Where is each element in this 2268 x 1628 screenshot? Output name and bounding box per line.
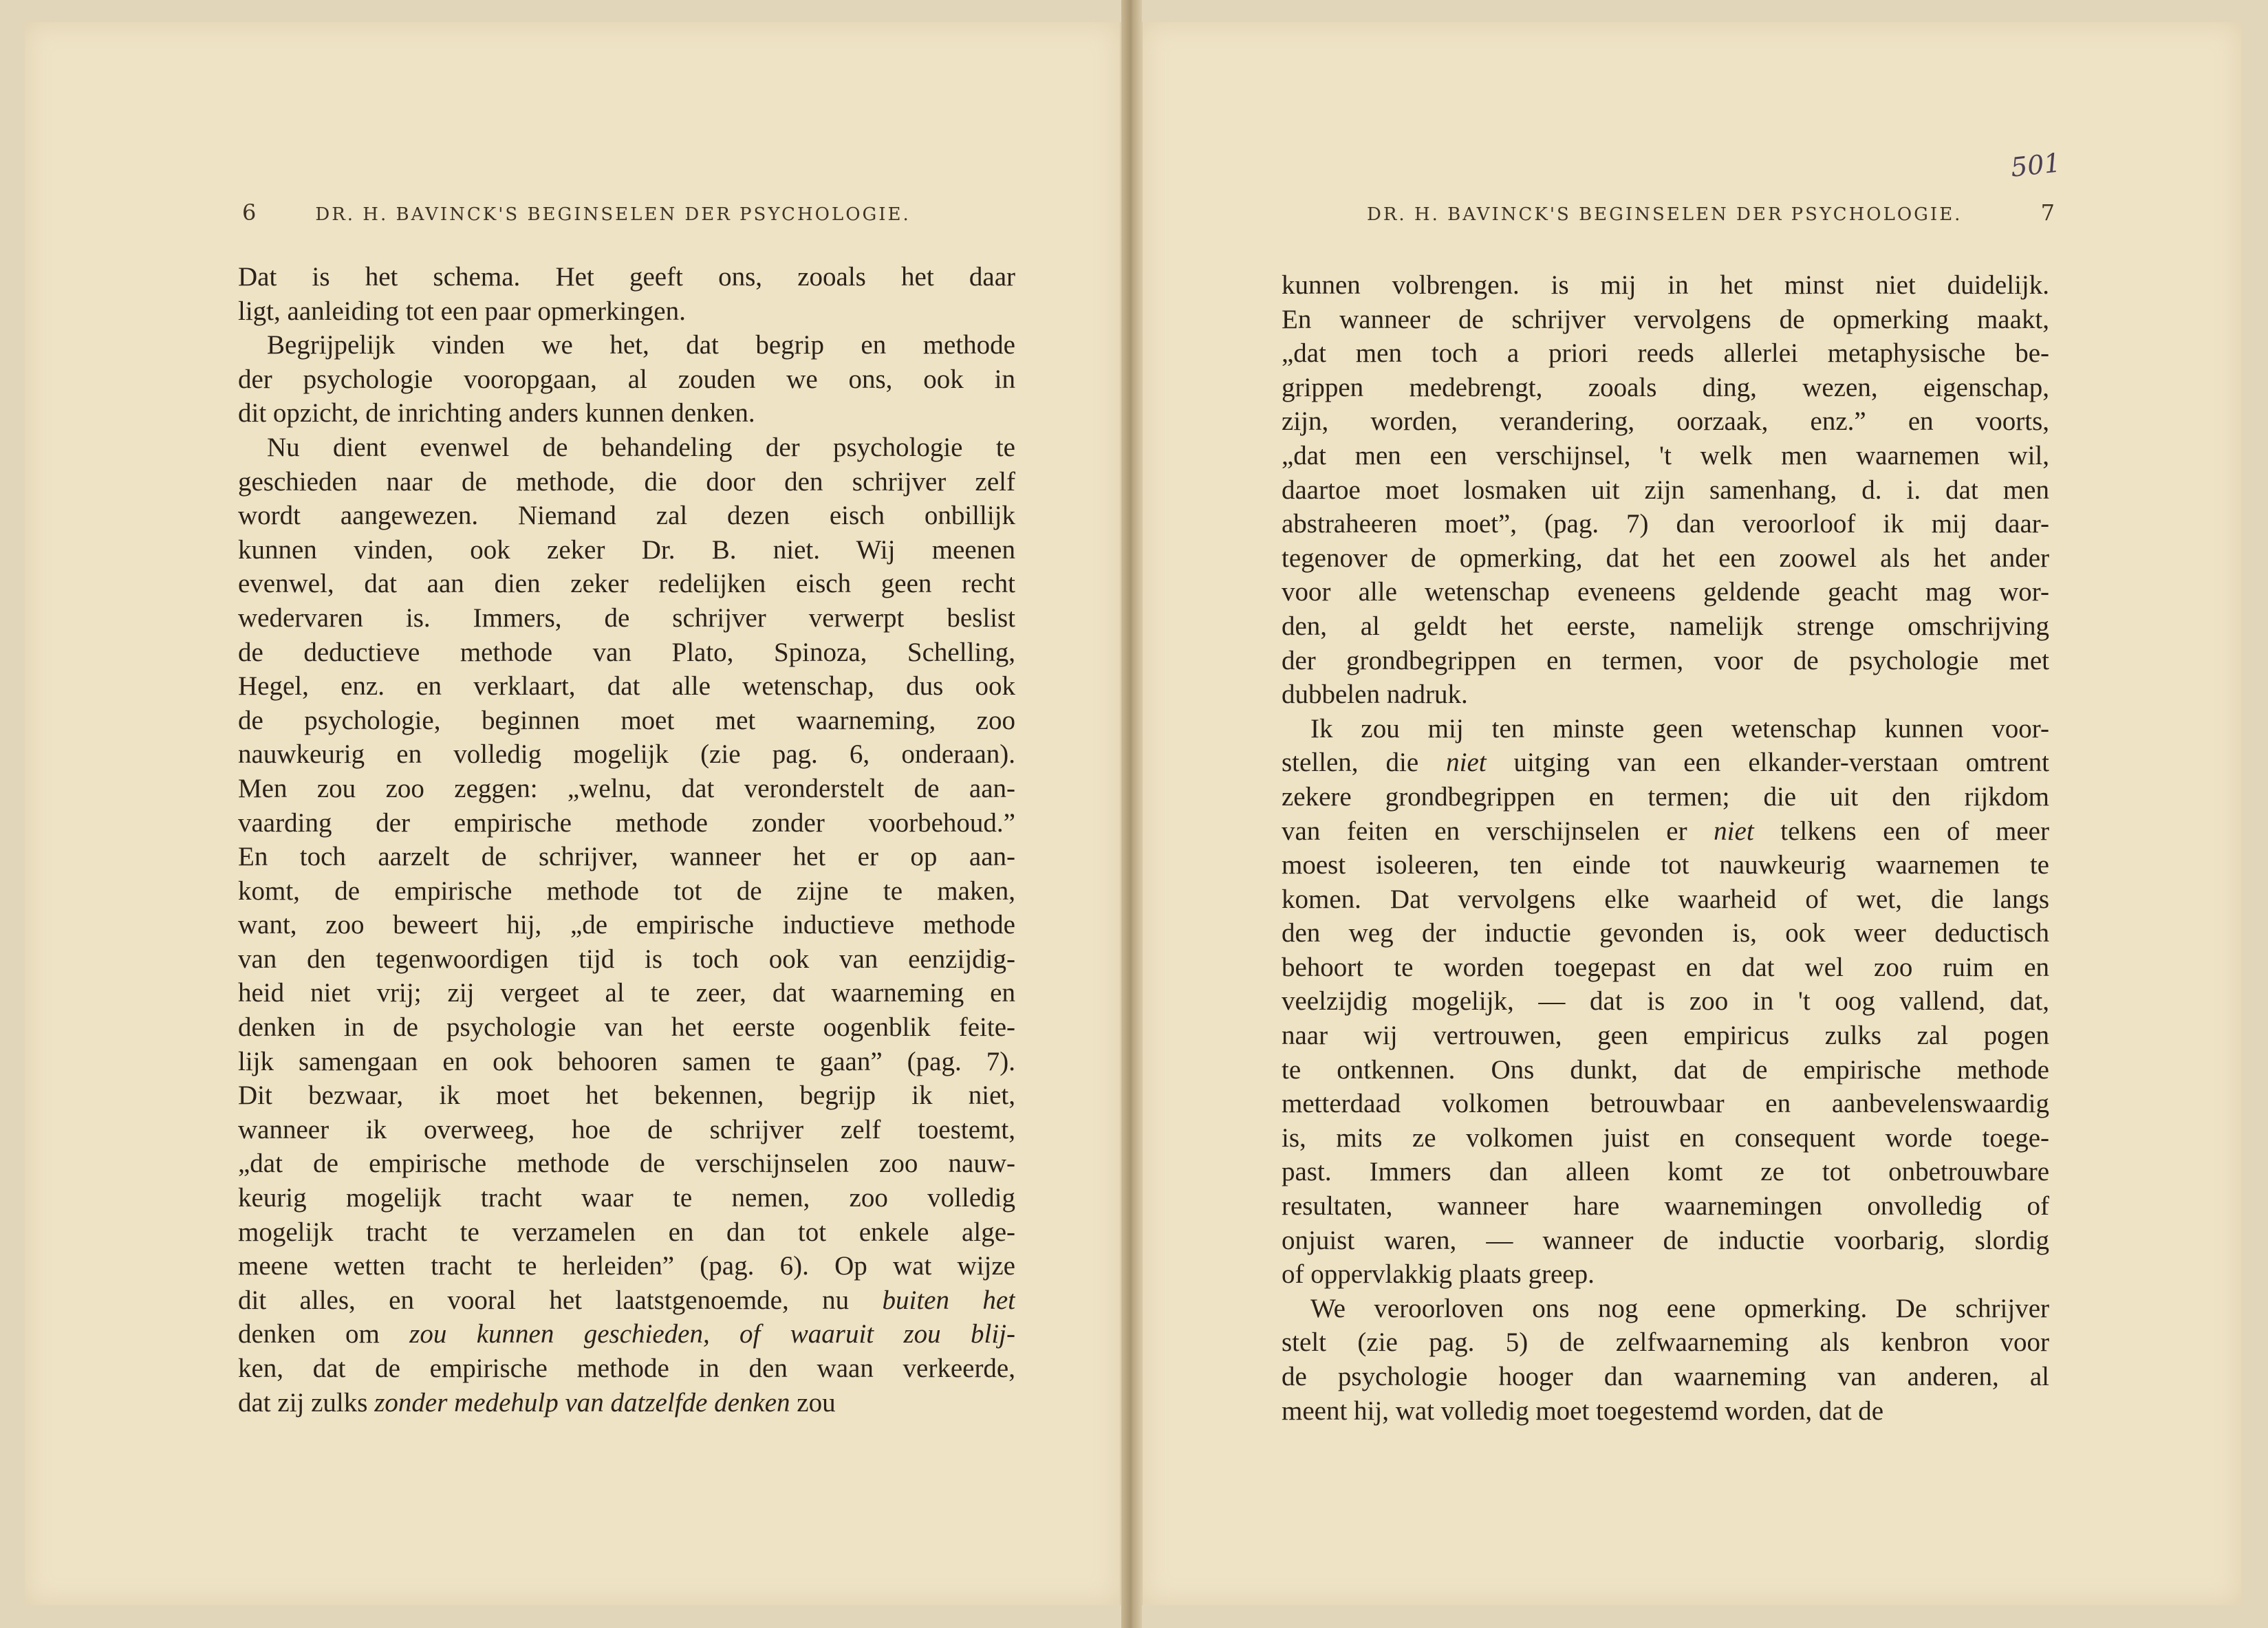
text-line bbox=[238, 1317, 1015, 1352]
text-line bbox=[238, 669, 1015, 704]
text-line bbox=[238, 976, 1015, 1010]
text-segment: heid niet vrij; zij vergeet al te zeer, dat waarneming en bbox=[238, 978, 1015, 1008]
text-segment: stellen, die bbox=[1282, 748, 1447, 778]
italic-text: niet bbox=[1714, 816, 1754, 846]
text-segment: kunnen vinden, ook zeker Dr. B. niet. Wij meenen bbox=[238, 534, 1015, 565]
text-segment: We veroorloven ons nog eene opmerking. De schrijver bbox=[1310, 1293, 2049, 1323]
text-segment: is, mits ze volkomen juist en consequent worde toege- bbox=[1282, 1122, 2049, 1153]
text-line bbox=[238, 567, 1015, 601]
text-segment: En toch aarzelt de schrijver, wanneer het er op aan- bbox=[238, 842, 1015, 872]
text-segment: Hegel, enz. en verklaart, dat alle wetenschap, dus ook bbox=[238, 671, 1015, 702]
left-running-head bbox=[242, 199, 958, 227]
text-line bbox=[238, 396, 1015, 431]
text-line bbox=[238, 328, 1015, 362]
right-running-head bbox=[1367, 199, 2055, 227]
text-line bbox=[238, 1113, 1015, 1147]
text-segment: denken om bbox=[238, 1319, 380, 1349]
text-segment: resultaten, wanneer hare waarnemingen onvolledig of bbox=[1282, 1191, 2049, 1222]
text-line bbox=[1282, 1019, 2049, 1053]
text-line bbox=[1282, 371, 2049, 405]
text-line bbox=[238, 1283, 1015, 1318]
text-line bbox=[238, 840, 1015, 874]
text-line bbox=[238, 1147, 1015, 1181]
text-segment: want, zoo beweert hij, „de empirische inductieve methode bbox=[238, 910, 1015, 940]
text-segment: dubbelen nadruk. bbox=[1282, 680, 1468, 710]
text-line bbox=[1282, 575, 2049, 609]
text-segment: En wanneer de schrijver vervolgens de opmerking maakt, bbox=[1282, 304, 2049, 334]
text-segment: telkens een of meer bbox=[1753, 816, 2049, 846]
text-segment: den weg der inductie gevonden is, ook weer deductisch bbox=[1282, 918, 2049, 948]
text-line bbox=[1282, 746, 2049, 780]
text-segment: ligt, aanleiding tot een paar opmerkingen. bbox=[238, 296, 686, 326]
text-segment: nauwkeurig en volledig mogelijk (zie pag. 6, onderaan). bbox=[238, 739, 1015, 770]
text-line bbox=[1282, 1292, 2049, 1326]
text-segment: „dat de empirische methode de verschijnselen zoo nauw- bbox=[238, 1149, 1015, 1179]
right-page bbox=[1142, 22, 2241, 1605]
text-segment: de psychologie, beginnen moet met waarneming, zoo bbox=[238, 705, 1015, 735]
text-line bbox=[238, 362, 1015, 397]
text-segment: Men zou zoo zeggen: „welnu, dat veronderstelt de aan- bbox=[238, 773, 1015, 803]
text-line bbox=[1282, 541, 2049, 576]
text-segment: ken, dat de empirische methode in den waan verkeerde, bbox=[238, 1354, 1015, 1383]
text-segment: meent hij, wat volledig moet toegestemd worden, dat de bbox=[1282, 1396, 1884, 1426]
text-line bbox=[238, 1249, 1015, 1283]
text-line bbox=[1282, 1224, 2049, 1258]
text-line bbox=[238, 1078, 1015, 1113]
text-line bbox=[1282, 1155, 2049, 1189]
text-line bbox=[238, 294, 1015, 329]
text-segment: behoort te worden toegepast en dat wel zoo ruim en bbox=[1282, 952, 2049, 982]
text-segment: metterdaad volkomen betrouwbaar en aanbevelenswaardig bbox=[1282, 1089, 2049, 1119]
text-segment: wordt aangewezen. Niemand zal dezen eisch onbillijk bbox=[238, 501, 1015, 531]
text-segment: „dat men toch a priori reeds allerlei metaphysische be- bbox=[1282, 338, 2049, 369]
text-segment: vaarding der empirische methode zonder voorbehoud.” bbox=[238, 807, 1015, 838]
text-segment: de deductieve methode van Plato, Spinoza, Schelling, bbox=[238, 637, 1015, 667]
text-line bbox=[1282, 303, 2049, 337]
text-segment: past. Immers dan alleen komt ze tot onbetrouwbare bbox=[1282, 1157, 2049, 1187]
text-segment: denken in de psychologie van het eerste oogenblik feite- bbox=[238, 1012, 1015, 1043]
text-segment: Dit bezwaar, ik moet het bekennen, begrijp ik niet, bbox=[238, 1081, 1015, 1111]
left-page bbox=[25, 22, 1121, 1605]
book-gutter bbox=[1121, 0, 1142, 1628]
text-segment: den, al geldt het eerste, namelijk strenge omschrijving bbox=[1282, 611, 2049, 641]
italic-text: zou kunnen geschieden, of waaruit zou blij- bbox=[379, 1319, 1015, 1349]
text-segment: uitging van een elkander-verstaan omtrent bbox=[1486, 748, 2049, 778]
handwritten-annotation: 501 bbox=[2009, 147, 2062, 183]
text-segment: of oppervlakkig plaats greep. bbox=[1282, 1259, 1595, 1290]
text-segment: wanneer ik overweeg, hoe de schrijver zelf toestemt, bbox=[238, 1114, 1015, 1144]
text-line bbox=[238, 772, 1015, 806]
text-segment: der psychologie vooropgaan, al zouden we ons, ook in bbox=[238, 364, 1015, 394]
text-line bbox=[238, 1010, 1015, 1045]
text-segment: daartoe moet losmaken uit zijn samenhang, d. i. dat men bbox=[1282, 475, 2049, 505]
text-line bbox=[1282, 507, 2049, 541]
text-segment: grippen medebrengt, zooals ding, wezen, eigenschap, bbox=[1282, 372, 2049, 402]
text-line bbox=[1282, 848, 2049, 882]
text-segment: dat zij zulks bbox=[238, 1387, 375, 1418]
text-line bbox=[1282, 404, 2049, 439]
text-segment: keurig mogelijk tracht waar te nemen, zoo volledig bbox=[238, 1183, 1015, 1213]
right-page-number: 7 bbox=[2040, 199, 2055, 226]
text-segment: Begrijpelijk vinden we het, dat begrip en methode bbox=[267, 330, 1015, 360]
text-segment: te ontkennen. Ons dunkt, dat de empirische methode bbox=[1282, 1054, 2049, 1085]
text-line bbox=[1282, 1257, 2049, 1292]
text-segment: kunnen volbrengen. is mij in het minst niet duidelijk. bbox=[1282, 270, 2049, 300]
text-segment: Ik zou mij ten minste geen wetenschap kunnen voor- bbox=[1310, 713, 2049, 744]
text-line bbox=[238, 601, 1015, 636]
text-segment: moest isoleeren, ten einde tot nauwkeurig waarnemen te bbox=[1282, 850, 2049, 880]
left-running-head-title: DR. H. BAVINCK'S BEGINSELEN DER PSYCHOLOGIE. bbox=[315, 204, 911, 225]
text-line bbox=[238, 533, 1015, 567]
text-line bbox=[1282, 439, 2049, 473]
text-line bbox=[238, 806, 1015, 840]
text-segment: dit opzicht, de inrichting anders kunnen denken. bbox=[238, 398, 755, 428]
text-segment: van den tegenwoordigen tijd is toch ook van eenzijdig- bbox=[238, 944, 1015, 974]
text-line bbox=[1282, 644, 2049, 678]
text-line bbox=[1282, 1087, 2049, 1121]
text-segment: dit alles, en vooral het laatstgenoemde, nu bbox=[238, 1285, 883, 1315]
text-segment: zijn, worden, verandering, oorzaak, enz.” en voorts, bbox=[1282, 406, 2049, 437]
text-segment: lijk samengaan en ook behooren samen te gaan” (pag. 7). bbox=[238, 1046, 1015, 1076]
text-line bbox=[238, 499, 1015, 533]
text-segment: geschieden naar de methode, die door den schrijver zelf bbox=[238, 466, 1015, 497]
text-line bbox=[1282, 473, 2049, 508]
text-line bbox=[1282, 712, 2049, 746]
text-line bbox=[1282, 882, 2049, 917]
text-line bbox=[238, 874, 1015, 909]
text-line bbox=[1282, 916, 2049, 951]
text-line bbox=[1282, 1360, 2049, 1394]
text-line bbox=[238, 737, 1015, 772]
text-segment: Nu dient evenwel de behandeling der psychologie te bbox=[267, 432, 1015, 462]
italic-text: zonder medehulp van datzelfde denken bbox=[374, 1387, 790, 1418]
left-page-number: 6 bbox=[242, 199, 257, 226]
text-segment: komen. Dat vervolgens elke waarheid of wet, die langs bbox=[1282, 884, 2049, 914]
text-line bbox=[1282, 780, 2049, 814]
left-body-text bbox=[238, 260, 1015, 1420]
text-line bbox=[238, 1386, 1015, 1420]
text-segment: stelt (zie pag. 5) de zelfwaarneming als kenbron voor bbox=[1282, 1327, 2049, 1358]
right-running-head-title: DR. H. BAVINCK'S BEGINSELEN DER PSYCHOLOGIE. bbox=[1367, 204, 1963, 225]
text-line bbox=[238, 431, 1015, 465]
text-segment: meene wetten tracht te herleiden” (pag. 6). Op wat wijze bbox=[238, 1251, 1015, 1281]
text-line bbox=[1282, 677, 2049, 712]
text-segment: evenwel, dat aan dien zeker redelijken eisch geen recht bbox=[238, 569, 1015, 599]
text-line bbox=[238, 908, 1015, 942]
text-segment: Dat is het schema. Het geeft ons, zooals het daar bbox=[238, 262, 1015, 292]
text-segment: naar wij vertrouwen, geen empiricus zulks zal pogen bbox=[1282, 1021, 2049, 1051]
text-line bbox=[238, 465, 1015, 499]
text-line bbox=[1282, 609, 2049, 644]
text-line bbox=[238, 1352, 1015, 1386]
text-line bbox=[1282, 1394, 2049, 1429]
text-segment: tegenover de opmerking, dat het een zoowel als het ander bbox=[1282, 543, 2049, 573]
text-segment: van feiten en verschijnselen er bbox=[1282, 816, 1714, 846]
text-segment: onjuist waren, — wanneer de inductie voorbarig, slordig bbox=[1282, 1225, 2049, 1255]
text-segment: de psychologie hooger dan waarneming van anderen, al bbox=[1282, 1362, 2049, 1391]
text-segment: wedervaren is. Immers, de schrijver verwerpt beslist bbox=[238, 603, 1015, 633]
text-line bbox=[1282, 336, 2049, 371]
text-segment: veelzijdig mogelijk, — dat is zoo in 't oog vallend, dat, bbox=[1282, 986, 2049, 1017]
right-body-text bbox=[1282, 268, 2049, 1428]
text-line bbox=[238, 1215, 1015, 1250]
text-line bbox=[1282, 951, 2049, 985]
text-line bbox=[238, 942, 1015, 977]
text-line bbox=[238, 704, 1015, 738]
text-segment: komt, de empirische methode tot de zijne te maken, bbox=[238, 876, 1015, 906]
text-line bbox=[1282, 984, 2049, 1019]
text-line bbox=[238, 260, 1015, 294]
text-line bbox=[1282, 1121, 2049, 1155]
text-segment: voor alle wetenschap eveneens geldende geacht mag wor- bbox=[1282, 577, 2049, 607]
text-segment: zou bbox=[790, 1387, 836, 1418]
text-line bbox=[238, 636, 1015, 670]
text-line bbox=[1282, 1325, 2049, 1360]
italic-text: buiten het bbox=[882, 1285, 1015, 1315]
text-segment: der grondbegrippen en termen, voor de psychologie met bbox=[1282, 645, 2049, 675]
text-segment: abstraheeren moet”, (pag. 7) dan veroorloof ik mij daar- bbox=[1282, 509, 2049, 539]
text-line bbox=[1282, 1053, 2049, 1087]
text-line bbox=[238, 1181, 1015, 1215]
italic-text: niet bbox=[1446, 748, 1487, 778]
text-line bbox=[1282, 814, 2049, 849]
text-line bbox=[1282, 1189, 2049, 1224]
text-segment: mogelijk tracht te verzamelen en dan tot enkele alge- bbox=[238, 1217, 1015, 1247]
text-segment: zekere grondbegrippen en termen; die uit den rijkdom bbox=[1282, 781, 2049, 812]
text-segment: „dat men een verschijnsel, 't welk men waarnemen wil, bbox=[1282, 440, 2049, 470]
text-line bbox=[1282, 268, 2049, 303]
text-line bbox=[238, 1045, 1015, 1079]
